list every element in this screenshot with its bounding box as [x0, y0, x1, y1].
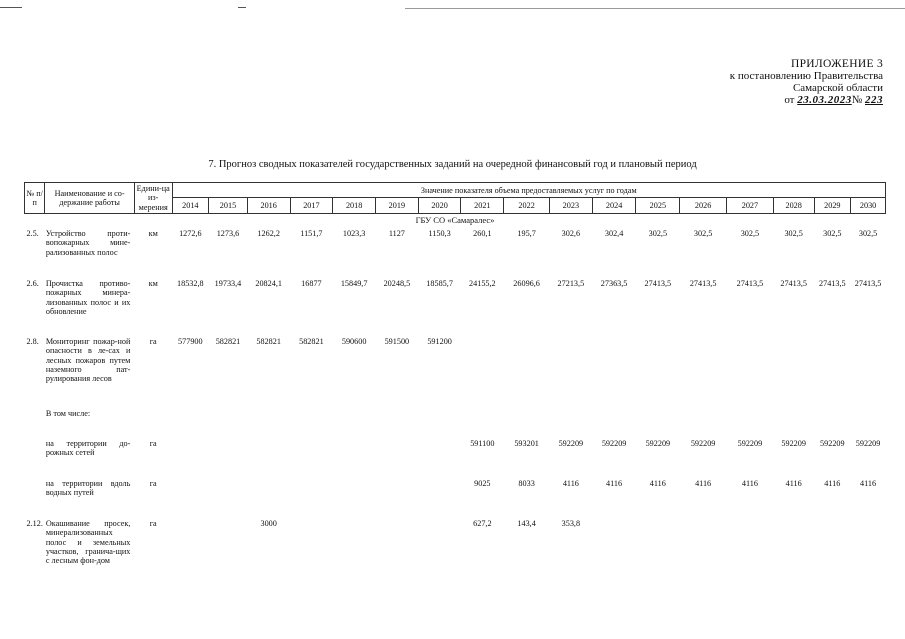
row-number: [25, 439, 45, 479]
value-cell: [851, 409, 886, 439]
value-cell: 1151,7: [300, 229, 323, 239]
value-cell: [376, 519, 419, 589]
value-cell: 4116: [860, 479, 877, 489]
number-value: 223: [865, 94, 883, 106]
value-cell: 27413,5: [854, 279, 882, 289]
value-cell: 592209: [820, 439, 845, 449]
value-cell: [636, 519, 680, 589]
value-cell: [247, 439, 290, 479]
appendix-block: [663, 58, 883, 106]
date-value: 23.03.2023: [797, 94, 852, 106]
value-cell: 26096,6: [513, 279, 540, 289]
value-cell: [172, 409, 209, 439]
scan-artifact: [405, 8, 905, 9]
appendix-date-line: [663, 94, 883, 106]
value-cell: 195,7: [517, 229, 536, 239]
value-cell: 18532,8: [177, 279, 204, 289]
table-body: [25, 213, 886, 589]
value-cell: 592209: [645, 439, 671, 449]
value-cell: 20824,1: [255, 279, 282, 289]
value-cell: 582821: [215, 337, 241, 347]
value-cell: [290, 409, 333, 439]
value-cell: [851, 337, 886, 409]
scan-artifact: [238, 7, 246, 8]
value-cell: 590600: [341, 337, 367, 347]
unit-cell: [134, 409, 172, 439]
year-header: 2021: [461, 198, 504, 213]
value-cell: 4116: [695, 479, 712, 489]
value-cell: [680, 337, 727, 409]
work-name: Мониторинг пожар-ной опасности в ле-сах и лесных пожаров путем наземного пат-рулирования лесов: [45, 337, 131, 384]
row-number: 2.8.: [26, 337, 39, 347]
value-cell: 20248,5: [383, 279, 411, 289]
row-number: 2.12.: [26, 519, 43, 529]
value-cell: 3000: [260, 519, 277, 529]
value-cell: 627,2: [473, 519, 492, 529]
unit-cell: га: [149, 519, 157, 529]
value-cell: [549, 337, 592, 409]
org-name: ГБУ СО «Самаралес»: [415, 214, 495, 225]
value-cell: 593201: [514, 439, 539, 449]
value-cell: [333, 409, 376, 439]
value-cell: 591100: [470, 439, 495, 449]
value-cell: 15849,7: [340, 279, 368, 289]
value-cell: [636, 337, 680, 409]
value-cell: [680, 409, 727, 439]
value-cell: [333, 519, 376, 589]
value-cell: [592, 519, 636, 589]
value-cell: 1023,3: [342, 229, 366, 239]
value-cell: [814, 337, 851, 409]
year-header: 2030: [851, 198, 886, 213]
value-cell: [504, 337, 550, 409]
unit-cell: км: [148, 229, 158, 239]
value-cell: 592209: [737, 439, 763, 449]
table-row: [25, 519, 886, 589]
value-cell: 27413,5: [819, 279, 846, 289]
value-cell: [247, 479, 290, 519]
work-name: Устройство проти-вопожарных мине-рализованных полос: [45, 229, 131, 257]
value-cell: 591200: [427, 337, 452, 347]
value-cell: [727, 337, 774, 409]
value-cell: 27413,5: [780, 279, 807, 289]
unit-cell: га: [149, 337, 157, 347]
value-cell: 19733,4: [214, 279, 242, 289]
year-header: 2023: [549, 198, 592, 213]
value-cell: 9025: [474, 479, 491, 489]
date-prefix: от: [784, 94, 795, 106]
value-cell: 302,5: [648, 229, 668, 239]
value-cell: 4116: [649, 479, 666, 489]
value-cell: [461, 337, 504, 409]
value-cell: [209, 439, 248, 479]
value-cell: 577900: [178, 337, 203, 347]
year-header: 2024: [592, 198, 636, 213]
value-cell: 8033: [518, 479, 535, 489]
indicators-table: [24, 182, 886, 589]
number-prefix: №: [851, 94, 863, 106]
year-header: 2028: [773, 198, 814, 213]
appendix-line-2: Самарской области: [792, 82, 883, 94]
unit-cell: га: [149, 479, 157, 489]
table-row: [25, 337, 886, 409]
value-cell: [376, 439, 419, 479]
value-cell: 592209: [601, 439, 627, 449]
col-header-values: Значение показателя объема предоставляемых услуг по годам: [172, 183, 885, 198]
value-cell: 1273,6: [216, 229, 240, 239]
value-cell: [290, 519, 333, 589]
value-cell: 582821: [256, 337, 281, 347]
value-cell: [418, 439, 461, 479]
year-header: 2022: [504, 198, 550, 213]
value-cell: [290, 439, 333, 479]
value-cell: [172, 439, 209, 479]
table-row: [25, 439, 886, 479]
work-name: Прочистка противо-пожарных минера-лизованных полос и их обновление: [45, 279, 131, 317]
work-name: Окашивание просек, минерализованных полос и земельных участков, гранича-щих с лесным фон-дом: [45, 519, 131, 566]
row-number: [25, 479, 45, 519]
work-name: В том числе:: [45, 409, 91, 419]
value-cell: [172, 479, 209, 519]
value-cell: 260,1: [473, 229, 492, 239]
value-cell: [680, 519, 727, 589]
value-cell: [333, 439, 376, 479]
year-header: 2026: [680, 198, 727, 213]
value-cell: 592209: [558, 439, 584, 449]
year-header: 2016: [247, 198, 290, 213]
value-cell: 302,5: [693, 229, 713, 239]
value-cell: [814, 409, 851, 439]
value-cell: [247, 409, 290, 439]
value-cell: [209, 479, 248, 519]
value-cell: [209, 519, 248, 589]
value-cell: [727, 519, 774, 589]
value-cell: [592, 409, 636, 439]
value-cell: 143,4: [517, 519, 536, 529]
value-cell: 1150,3: [428, 229, 451, 239]
value-cell: 302,6: [561, 229, 581, 239]
value-cell: 4116: [606, 479, 623, 489]
value-cell: [461, 409, 504, 439]
org-row: [25, 213, 886, 229]
value-cell: 592209: [781, 439, 806, 449]
col-header-number: № п/п: [25, 183, 45, 214]
value-cell: 592209: [855, 439, 881, 449]
table-row: [25, 279, 886, 337]
value-cell: [376, 409, 419, 439]
value-cell: 353,8: [561, 519, 581, 529]
value-cell: 27413,5: [689, 279, 717, 289]
year-header: 2027: [727, 198, 774, 213]
value-cell: [172, 519, 209, 589]
value-cell: 582821: [299, 337, 324, 347]
value-cell: 302,5: [823, 229, 842, 239]
value-cell: 302,5: [784, 229, 803, 239]
row-number: 2.6.: [26, 279, 39, 289]
value-cell: 4116: [785, 479, 802, 489]
value-cell: [727, 409, 774, 439]
value-cell: [549, 409, 592, 439]
value-cell: 592209: [690, 439, 716, 449]
value-cell: 4116: [562, 479, 579, 489]
appendix-line-1: к постановлению Правительства: [729, 70, 883, 82]
value-cell: [418, 409, 461, 439]
unit-cell: км: [148, 279, 158, 289]
value-cell: 1127: [388, 229, 405, 239]
year-header: 2029: [814, 198, 851, 213]
work-name: на территории вдоль водных путей: [45, 479, 131, 498]
table-row: [25, 479, 886, 519]
value-cell: [209, 409, 248, 439]
value-cell: 27213,5: [557, 279, 585, 289]
scan-artifact: [0, 7, 22, 8]
year-header: 2014: [172, 198, 209, 213]
value-cell: [851, 519, 886, 589]
value-cell: 1262,2: [257, 229, 280, 239]
value-cell: [773, 337, 814, 409]
value-cell: [592, 337, 636, 409]
col-header-name: Наименование и со-держание работы: [45, 183, 135, 214]
value-cell: 1272,6: [179, 229, 202, 239]
col-header-unit: Едини-ца из-мерения: [134, 183, 172, 214]
appendix-title: ПРИЛОЖЕНИЕ 3: [790, 58, 883, 70]
value-cell: [504, 409, 550, 439]
value-cell: 18585,7: [426, 279, 453, 289]
value-cell: [814, 519, 851, 589]
table-row: [25, 409, 886, 439]
value-cell: 302,5: [858, 229, 878, 239]
value-cell: 591500: [384, 337, 410, 347]
value-cell: 302,4: [604, 229, 624, 239]
year-header: 2015: [209, 198, 248, 213]
work-name: на территории до-рожных сетей: [45, 439, 131, 458]
table-row: [25, 229, 886, 279]
value-cell: 4116: [824, 479, 841, 489]
year-header: 2025: [636, 198, 680, 213]
value-cell: 24155,2: [469, 279, 496, 289]
value-cell: 27413,5: [736, 279, 764, 289]
value-cell: [290, 479, 333, 519]
value-cell: 302,5: [740, 229, 760, 239]
year-header: 2018: [333, 198, 376, 213]
value-cell: 16877: [301, 279, 322, 289]
value-cell: [333, 479, 376, 519]
value-cell: 27363,5: [600, 279, 628, 289]
value-cell: [418, 519, 461, 589]
value-cell: [773, 519, 814, 589]
document-title: 7. Прогноз сводных показателей государственных заданий на очередной финансовый год и плановый период: [208, 159, 697, 170]
year-header: 2020: [418, 198, 461, 213]
year-header: 2019: [376, 198, 419, 213]
row-number: 2.5.: [26, 229, 39, 239]
unit-cell: га: [149, 439, 157, 449]
row-number: [25, 409, 45, 439]
value-cell: [636, 409, 680, 439]
value-cell: [418, 479, 461, 519]
value-cell: 27413,5: [644, 279, 672, 289]
value-cell: [773, 409, 814, 439]
value-cell: 4116: [741, 479, 758, 489]
value-cell: [376, 479, 419, 519]
year-header: 2017: [290, 198, 333, 213]
